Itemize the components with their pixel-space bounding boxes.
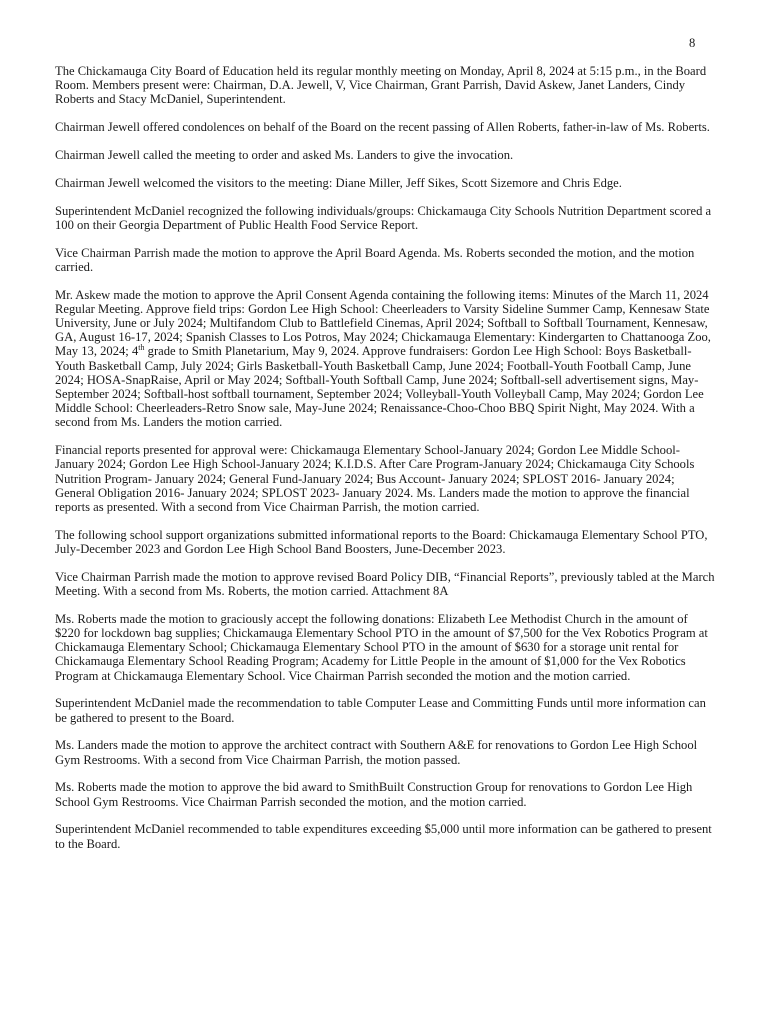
paragraph-donations: Ms. Roberts made the motion to graciously accept the following donations: Elizabeth Lee Methodist Church in the amount of $220 for lockdown bag supplies; Chickamauga Elementary School PTO in the amount of $7,500 for the Vex Robotics Program at Chickamauga Elementary School; Chickamauga Elementary School PTO in the amount of $630 for a storage unit rental for Chickamauga Elementary School Reading Program; Academy for Little People in the amount of $1,000 for the Vex Robotics Program at Chickamauga Elementary School. Vice Chairman Parrish seconded the motion and the motion carried. (55, 611, 708, 683)
paragraph-condolences: Chairman Jewell offered condolences on behalf of the Board on the recent passing of Allen Roberts, father-in-law of Ms. Roberts. (55, 120, 710, 135)
paragraph-agenda-approval: Vice Chairman Parrish made the motion to approve the April Board Agenda. Ms. Roberts seconded the motion, and the motion carried. (55, 245, 695, 274)
paragraph-call-to-order: Chairman Jewell called the meeting to order and asked Ms. Landers to give the invocation. (55, 148, 514, 162)
paragraph-recognitions: Superintendent McDaniel recognized the following individuals/groups: Chickamauga City Schools Nutrition Department scored a 100 on their Georgia Department of Public Health Food Service Report. (55, 203, 712, 232)
paragraph-computer-lease: Superintendent McDaniel made the recommendation to table Computer Lease and Committing Funds until more information can be gathered to present to the Board. (55, 696, 706, 725)
paragraph-financial-reports: Financial reports presented for approval were: Chickamauga Elementary School-January 2024; Gordon Lee Middle School-January 2024; Gordon Lee High School-January 2024; K.I.D.S. After Care Program-January 2024; Chickamauga City Schools Nutrition Program- January 2024; General Fund-January 2024; Bus Account- January 2024; SPLOST 2016- January 2024; General Obligation 2016- January 2024; SPLOST 2023- January 2024. Ms. Landers made the motion to approve the financial reports as presented. With a second from Vice Chairman Parrish, the motion carried. (55, 443, 695, 515)
paragraph-visitors: Chairman Jewell welcomed the visitors to the meeting: Diane Miller, Jeff Sikes, Scott Sizemore and Chris Edge. (55, 175, 622, 190)
page-number: 8 (689, 36, 696, 50)
consent-agenda-text-part-2: grade to Smith Planetarium, May 9, 2024. Approve fundraisers: Gordon Lee High School: Boys Basketball-Youth Basketball Camp, July 2024; Girls Basketball-Youth Basketball Camp, June 2024; Football-Youth Football Camp, June 2024; HOSA-SnapRaise, April or May 2024; Softball-Youth Softball Camp, June 2024; Softball-sell advertisement signs, May-September 2024; Softball-host softball tournament, September 2024; Volleyball-Youth Volleyball Camp, May 2024; Gordon Lee Middle School: Cheerleaders-Retro Snow sale, May-June 2024; Renaissance-Choo-Choo BBQ Spirit Night, May 2024. With a second from Ms. Landers the motion carried. (55, 344, 704, 430)
paragraph-meeting-opening: The Chickamauga City Board of Education held its regular monthly meeting on Monday, April 8, 2024 at 5:15 p.m., in the Board Room. Members present were: Chairman, D.A. Jewell, V, Vice Chairman, Grant Parrish, David Askew, Janet Landers, Cindy Roberts and Stacy McDaniel, Superintendent. (55, 64, 707, 107)
meeting-minutes-body (55, 64, 715, 864)
paragraph-consent-agenda (55, 288, 715, 430)
paragraph-policy-dib: Vice Chairman Parrish made the motion to approve revised Board Policy DIB, “Financial Reports”, previously tabled at the March Meeting. With a second from Ms. Roberts, the motion carried. Attachment 8A (55, 569, 715, 599)
ordinal-superscript: th (138, 343, 145, 353)
paragraph-architect-contract: Ms. Landers made the motion to approve the architect contract with Southern A&E for renovations to Gordon Lee High School Gym Restrooms. With a second from Vice Chairman Parrish, the motion passed. (55, 738, 698, 767)
paragraph-bid-award: Ms. Roberts made the motion to approve the bid award to SmithBuilt Construction Group for renovations to Gordon Lee High School Gym Restrooms. Vice Chairman Parrish seconded the motion, and the motion carried. (55, 780, 693, 809)
paragraph-expenditures: Superintendent McDaniel recommended to table expenditures exceeding $5,000 until more information can be gathered to present to the Board. (55, 822, 712, 851)
consent-agenda-text-part-1: Mr. Askew made the motion to approve the April Consent Agenda containing the following items: Minutes of the March 11, 2024 Regular Meeting. Approve field trips: Gordon Lee High School: Cheerleaders to Varsity Sideline Summer Camp, Kennesaw State University, June or July 2024; Multifandom Club to Battlefield Cinemas, April 2024; Softball to Softball Tournament, Kennesaw, GA, August 16-17, 2024; Spanish Classes to Los Potros, May 2024; Chickamauga Elementary: Kindergarten to Chattanooga Zoo, May 13, 2024; 4 (55, 287, 711, 359)
paragraph-support-organizations: The following school support organizations submitted informational reports to the Board: Chickamauga Elementary School PTO, July-December 2023 and Gordon Lee High School Band Boosters, June-December 2023. (55, 527, 708, 557)
